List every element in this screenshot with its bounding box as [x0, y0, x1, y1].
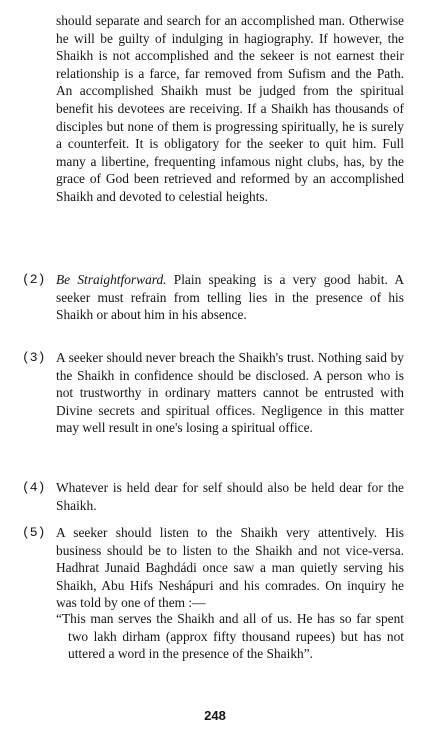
item-number-5: (5) — [22, 525, 46, 540]
item-number-4: (4) — [22, 480, 46, 495]
item-number-2: (2) — [22, 272, 46, 287]
intro-paragraph: should separate and search for an accomplished man. Otherwise he will be guilty of indulging in hagiography. If however, the Shaikh is not accomplished and the sekeer is not earnest their relationship is a farce, far removed from Sufism and the Path. An accomplished Shaikh must be judged from the spiritual benefit his devotees are receiving. If a Shaikh has thousands of disciples but none of them is progressing spiritually, he is surely a counterfeit. It is obligatory for the seeker to quit him. Full many a libertine, frequenting infamous night clubs, has, by the grace of God been retrieved and reformed by an accomplished Shaikh and devoted to celestial heights. — [56, 13, 404, 204]
quotation-block — [56, 610, 404, 663]
item-2-paragraph — [56, 271, 404, 324]
item-2-heading: Be Straightforward. — [56, 272, 167, 287]
item-4-paragraph: Whatever is held dear for self should also be held dear for the Shaikh. — [56, 480, 404, 513]
item-2-text: Plain speaking is a very good habit. A seeker must refrain from telling lies in the presence of his Shaikh or about him in his absence. — [56, 272, 405, 323]
item-3-paragraph: A seeker should never breach the Shaikh's trust. Nothing said by the Shaikh in confidence should be disclosed. A person who is not trustworthy in ordinary matters cannot be entrusted with Divine secrets and spiritual offices. Negligence in this matter may well result in one's losing a spiritual office. — [56, 350, 404, 436]
item-number-3: (3) — [22, 350, 46, 365]
page-number: 248 — [204, 708, 226, 723]
quotation-text: “This man serves the Shaikh and all of us. He has so far spent two lakh dirham (approx fifty thousand rupees) but has not uttered a word in the presence of the Shaikh”. — [56, 611, 404, 662]
item-5-paragraph: A seeker should listen to the Shaikh very attentively. His business should be to listen to the Shaikh and not vice-versa. Hadhrat Junaid Baghdádi once saw a man quietly serving his Shaikh, Abu Hifs Neshápuri and his comrades. On inquiry he was told by one of them :— — [56, 525, 404, 611]
